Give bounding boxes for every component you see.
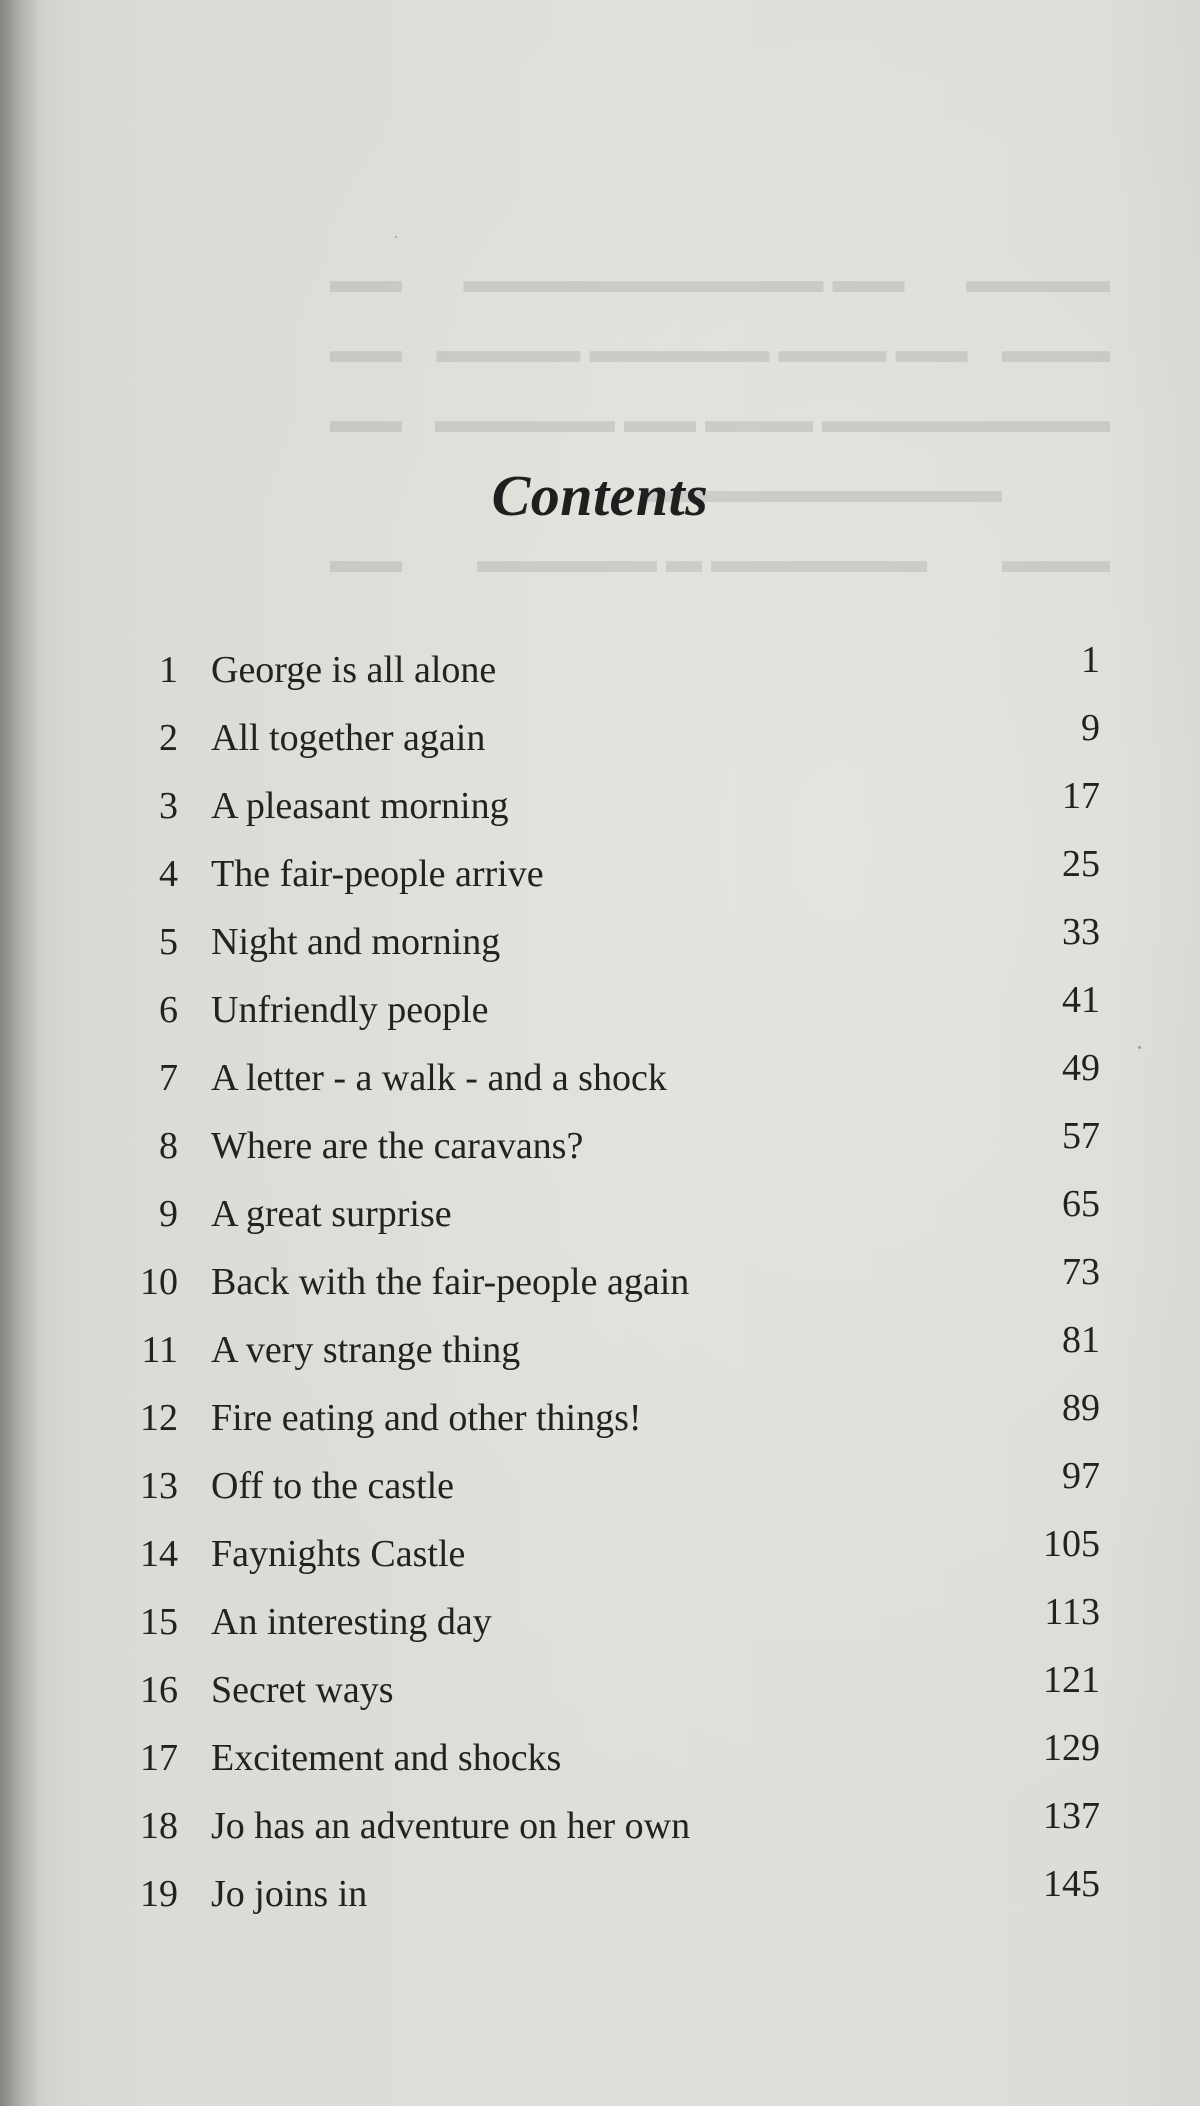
- page-number: 121: [1043, 1659, 1100, 1701]
- toc-entry: [120, 1251, 1100, 1328]
- toc-entry: [120, 1455, 1100, 1532]
- chapter-number: 6: [159, 989, 178, 1031]
- chapter-number: 1: [159, 649, 178, 691]
- show-through-texture: ▬▬▬▬ ▬▬ ▬▬▬▬▬▬▬▬▬▬ ▬▬ ▬▬▬ ▬▬ ▬▬▬ ▬▬▬▬▬ ▬▬▬▬ ▬▬ ▬▬▬ ▬▬▬▬▬ ▬▬▬ ▬▬ ▬▬▬▬▬ ▬▬▬▬▬▬▬▬▬▬ ▬▬ ▬▬▬ ▬▬▬▬▬▬ ▬ ▬▬▬▬▬ ▬▬: [330, 260, 1110, 580]
- chapter-title: A very strange thing: [211, 1329, 521, 1371]
- page-number: 97: [1062, 1455, 1100, 1497]
- toc-entry: [120, 1795, 1100, 1872]
- chapter-number: 9: [159, 1193, 178, 1235]
- chapter-number: 12: [140, 1397, 178, 1439]
- chapter-number: 19: [140, 1873, 178, 1915]
- page-number: 9: [1081, 707, 1100, 749]
- page-number: 49: [1062, 1047, 1100, 1089]
- chapter-number: 10: [140, 1261, 178, 1303]
- chapter-title: Night and morning: [211, 921, 501, 963]
- chapter-title: An interesting day: [211, 1601, 492, 1643]
- chapter-number: 3: [159, 785, 178, 827]
- chapter-title: Faynights Castle: [211, 1533, 466, 1575]
- toc-entry: [120, 1115, 1100, 1192]
- chapter-title: Excitement and shocks: [211, 1737, 562, 1779]
- chapter-number: 14: [140, 1533, 178, 1575]
- page-number: 65: [1062, 1183, 1100, 1225]
- page-number: 129: [1043, 1727, 1100, 1769]
- chapter-number: 17: [140, 1737, 178, 1779]
- paper-speck: [395, 236, 397, 238]
- toc-entry: [120, 639, 1100, 716]
- page-number: 33: [1062, 911, 1100, 953]
- toc-entry: [120, 1523, 1100, 1600]
- page-number: 1: [1081, 639, 1100, 681]
- toc-entry: [120, 707, 1100, 784]
- chapter-title: Back with the fair-people again: [211, 1261, 690, 1303]
- chapter-title: A pleasant morning: [211, 785, 509, 827]
- toc-entry: [120, 1659, 1100, 1736]
- page-number: 81: [1062, 1319, 1100, 1361]
- toc-entry: [120, 1319, 1100, 1396]
- toc-entry: [120, 843, 1100, 920]
- chapter-title: Jo joins in: [211, 1873, 368, 1915]
- page-number: 105: [1043, 1523, 1100, 1565]
- toc-entry: [120, 1727, 1100, 1804]
- toc-entry: [120, 1387, 1100, 1464]
- toc-entry: [120, 1863, 1100, 1940]
- page-number: 57: [1062, 1115, 1100, 1157]
- chapter-number: 2: [159, 717, 178, 759]
- toc-entry: [120, 911, 1100, 988]
- chapter-number: 5: [159, 921, 178, 963]
- chapter-title: All together again: [211, 717, 486, 759]
- paper-speck: [1138, 1046, 1141, 1049]
- chapter-title: Secret ways: [211, 1669, 394, 1711]
- chapter-title: A great surprise: [211, 1193, 452, 1235]
- chapter-title: Unfriendly people: [211, 989, 489, 1031]
- chapter-title: A letter - a walk - and a shock: [211, 1057, 667, 1099]
- chapter-number: 13: [140, 1465, 178, 1507]
- table-of-contents: [120, 639, 1100, 1940]
- toc-entry: [120, 1591, 1100, 1668]
- page-number: 137: [1043, 1795, 1100, 1837]
- chapter-title: The fair-people arrive: [211, 853, 544, 895]
- chapter-number: 7: [159, 1057, 178, 1099]
- toc-entry: [120, 1183, 1100, 1260]
- chapter-number: 8: [159, 1125, 178, 1167]
- page-title: Contents: [491, 463, 709, 528]
- chapter-number: 15: [140, 1601, 178, 1643]
- chapter-number: 4: [159, 853, 178, 895]
- page-number: 73: [1062, 1251, 1100, 1293]
- spine-shadow: [0, 0, 40, 2106]
- chapter-title: George is all alone: [211, 649, 497, 691]
- chapter-number: 16: [140, 1669, 178, 1711]
- chapter-title: Off to the castle: [211, 1465, 455, 1507]
- page-number: 17: [1062, 775, 1100, 817]
- toc-entry: [120, 1047, 1100, 1124]
- page-number: 89: [1062, 1387, 1100, 1429]
- chapter-title: Fire eating and other things!: [211, 1397, 642, 1439]
- chapter-title: Where are the caravans?: [211, 1125, 584, 1167]
- chapter-title: Jo has an adventure on her own: [211, 1805, 691, 1847]
- page-number: 41: [1062, 979, 1100, 1021]
- chapter-number: 18: [140, 1805, 178, 1847]
- page-number: 113: [1044, 1591, 1100, 1633]
- toc-entry: [120, 775, 1100, 852]
- page-number: 25: [1062, 843, 1100, 885]
- toc-entry: [120, 979, 1100, 1056]
- chapter-number: 11: [141, 1329, 178, 1371]
- page-number: 145: [1043, 1863, 1100, 1905]
